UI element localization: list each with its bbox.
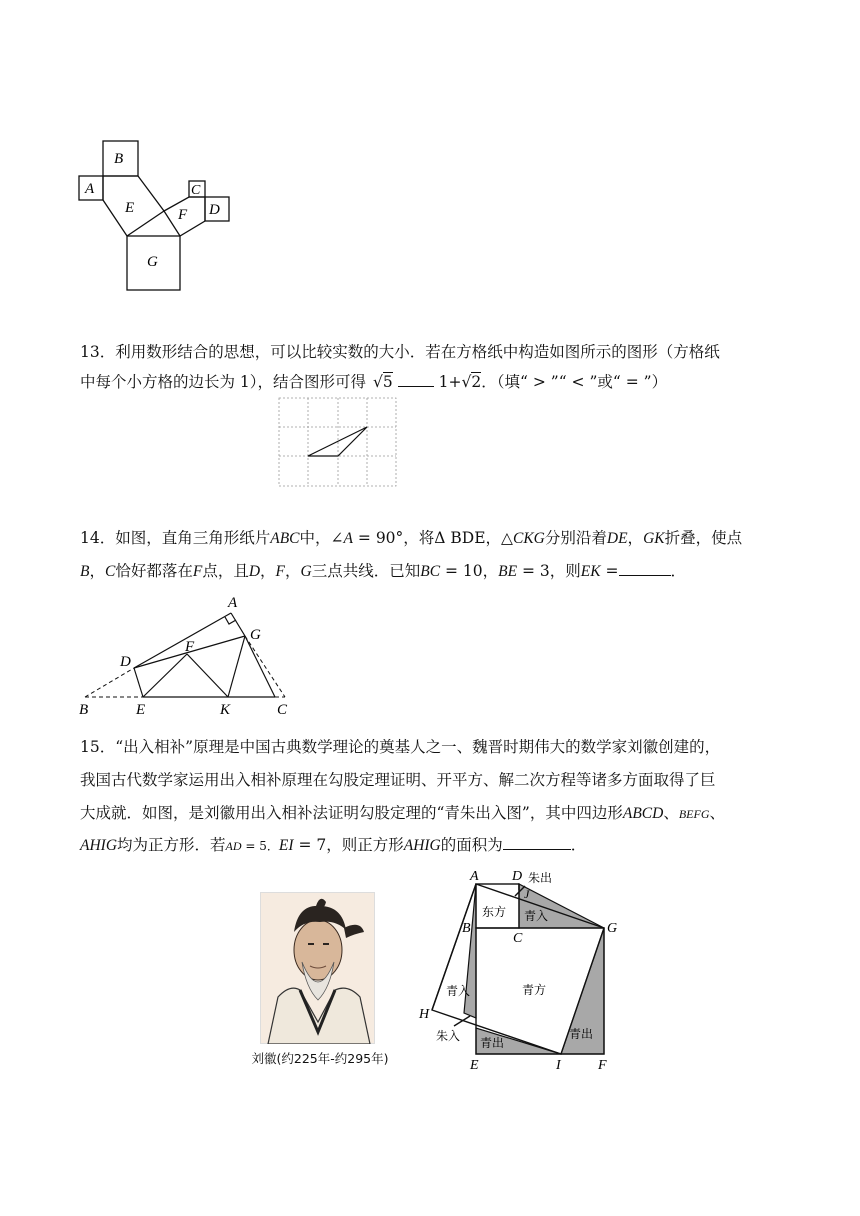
fig12-squares-diagram: [70, 135, 250, 300]
q14-fig-K: K: [220, 702, 231, 718]
q14-line2: B，C恰好都落在F点，且D，F，G三点共线．已知BC = 10，BE = 3，则EK = ．: [80, 555, 785, 588]
q13-sqrt2: √2: [461, 373, 482, 391]
q15-line1: 15．“出入相补”原理是中国古典数学理论的奠基人之一、魏晋时期伟大的数学家刘徽创建的，: [80, 738, 721, 756]
q13-answer-blank[interactable]: [398, 368, 434, 387]
q15-fig-J: J: [524, 887, 530, 901]
fig12-label-F: F: [178, 207, 188, 223]
portrait-caption: 刘徽(约225年-约295年): [251, 1051, 389, 1066]
q13-one-plus: 1+: [438, 373, 462, 391]
q15-fig-H: H: [419, 1007, 430, 1022]
q14-answer-blank[interactable]: [619, 557, 671, 576]
q13-line1: 13．利用数形结合的思想，可以比较实数的大小．若在方格纸中构造如图所示的图形（方格纸: [80, 343, 720, 361]
fig12-label-B: B: [114, 151, 124, 167]
region-qing-ru-top: 青入: [524, 909, 549, 923]
fig12-label-A: A: [85, 181, 95, 197]
q15-fig-C: C: [513, 931, 523, 946]
region-qing-ru-left: 青入: [446, 984, 471, 998]
region-zhu-ru: 朱入: [436, 1029, 461, 1043]
region-zhu-chu: 朱出: [528, 871, 553, 885]
q14-fold-figure: [74, 590, 296, 720]
q15-fig-E: E: [470, 1058, 479, 1073]
fig12-label-C: C: [191, 183, 201, 198]
q14-abc: ABC: [270, 530, 300, 547]
q14-fig-F: F: [185, 639, 195, 655]
qingzhu-churu-diagram: [410, 864, 625, 1074]
region-qing-chu-right: 青出: [569, 1027, 594, 1041]
q13-grid-figure: [276, 395, 400, 489]
q15-line2: 我国古代数学家运用出入相补原理在勾股定理证明、开平方、解二次方程等诸多方面取得了巨: [80, 771, 716, 789]
q14-ckg: CKG: [512, 530, 545, 547]
q13-text-a: 中每个小方格的边长为 1），结合图形可得: [80, 373, 367, 391]
q14-fig-C: C: [277, 702, 288, 718]
fig12-label-D: D: [209, 202, 220, 218]
q13-line2: [80, 366, 785, 398]
q14-fig-G: G: [250, 627, 261, 643]
q15-fig-I: I: [556, 1058, 561, 1073]
q15-fig-F: F: [598, 1058, 607, 1073]
region-qing-fang: 青方: [522, 983, 547, 997]
q13-sqrt5: √5: [372, 373, 393, 391]
q13-text-b: ．（填“ > ”“ < ”或“ = ”）: [481, 373, 668, 391]
region-qing-chu-bottom: 青出: [480, 1036, 505, 1050]
q15-line4: AHIG均为正方形．若AD = 5．EI = 7，则正方形AHIG的面积为 ．: [80, 829, 785, 862]
q14-fig-A: A: [228, 595, 238, 611]
q14-fig-E: E: [136, 702, 146, 718]
q14-line1: 14．如图，直角三角形纸片ABC中，∠A = 90°，将Δ BDE，△CKG分别沿着DE，GK折叠，使点: [80, 529, 743, 547]
q14-fig-B: B: [79, 702, 89, 718]
q15-answer-blank[interactable]: [503, 831, 571, 850]
fig12-label-E: E: [125, 200, 135, 216]
liu-hui-portrait: [260, 892, 375, 1044]
q14-fig-D: D: [120, 654, 131, 670]
region-dong-fang: 东方: [482, 905, 507, 919]
fig12-label-G: G: [147, 254, 158, 270]
q15-fig-A: A: [470, 869, 479, 884]
q15-line3: 大成就．如图，是刘徽用出入相补法证明勾股定理的“青朱出入图”，其中四边形ABCD、BEFG、: [80, 804, 726, 822]
q15-fig-D: D: [512, 869, 523, 884]
q15-fig-B: B: [462, 921, 471, 936]
q15-fig-G: G: [607, 921, 618, 936]
